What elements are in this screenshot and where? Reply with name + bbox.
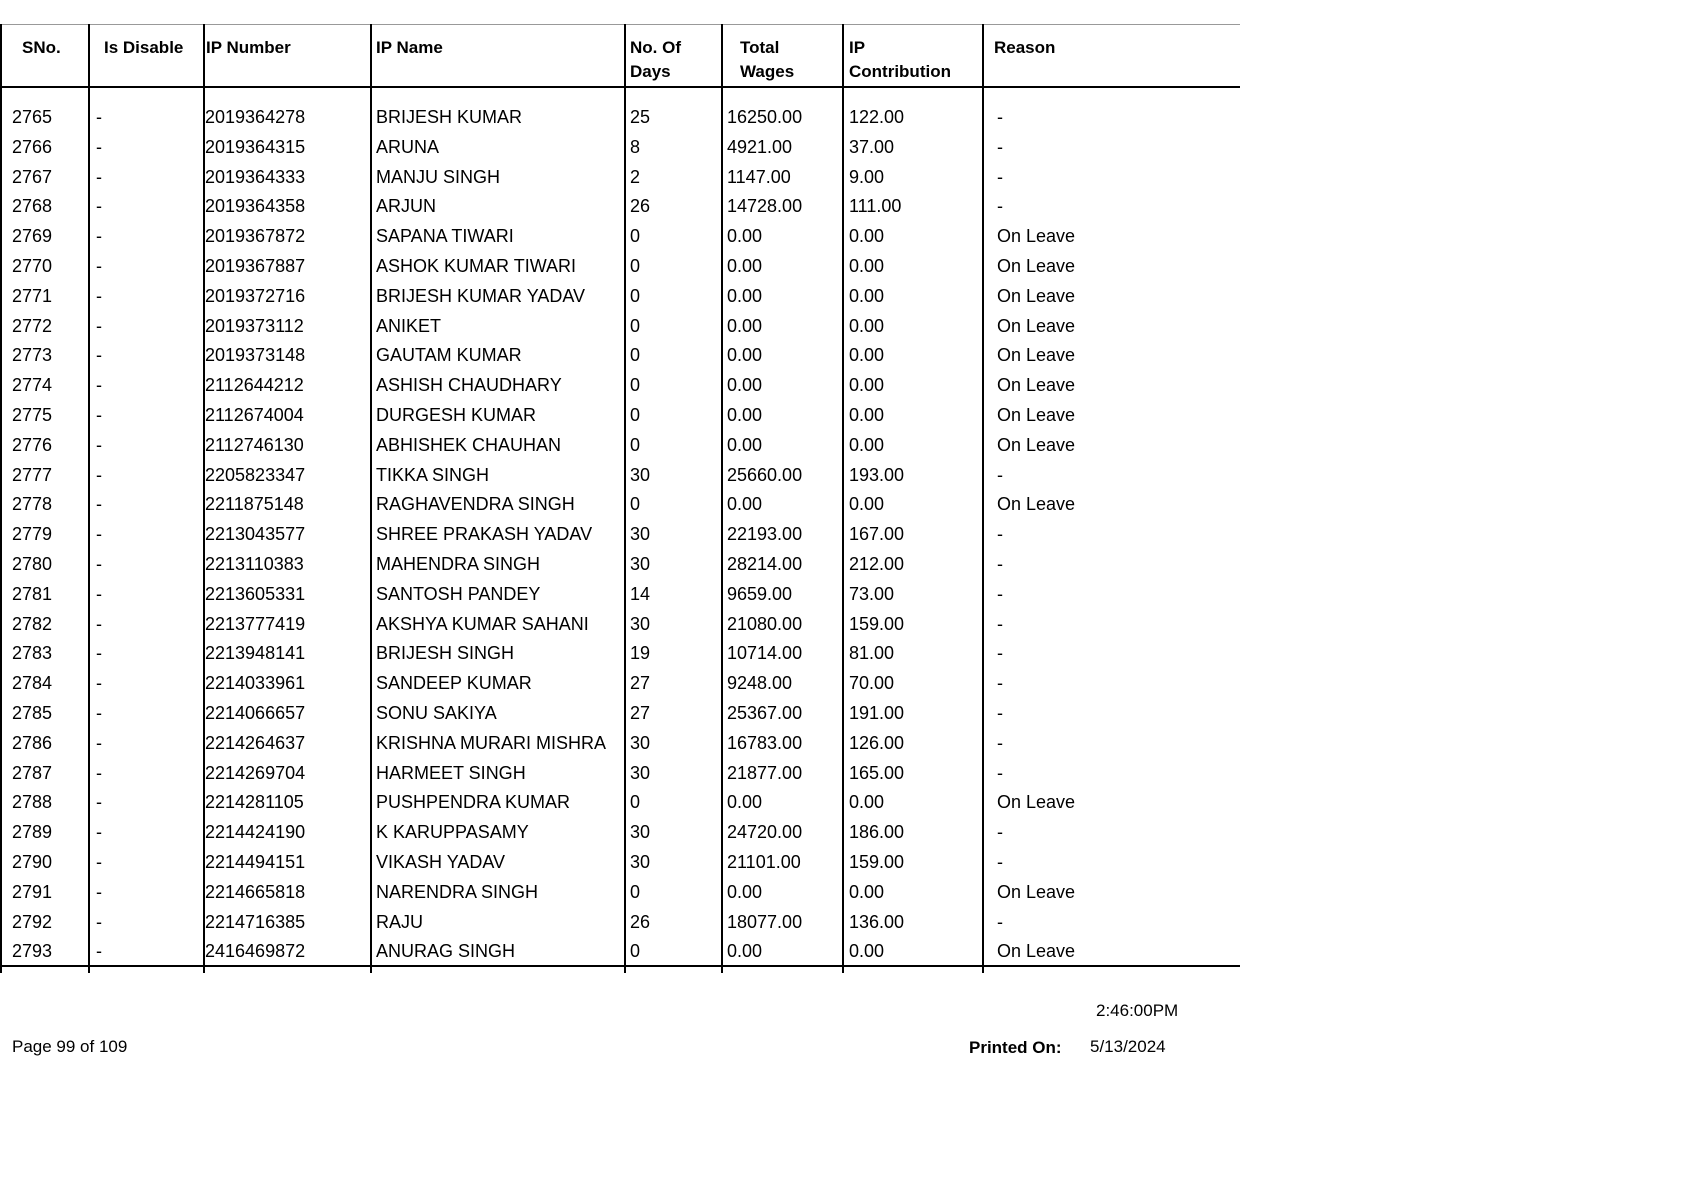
cell-ip-number: 2019373148 (205, 345, 306, 366)
cell-contribution: 111.00 (849, 196, 902, 217)
column-divider (624, 24, 626, 973)
cell-ip-number: 2213948141 (205, 643, 306, 664)
cell-is-disable: - (96, 166, 102, 187)
cell-sno: 2788 (12, 792, 53, 813)
cell-ip-name: RAGHAVENDRA SINGH (376, 494, 575, 515)
cell-sno: 2789 (12, 822, 53, 843)
cell-sno: 2768 (12, 196, 53, 217)
cell-wages: 0.00 (727, 405, 763, 425)
cell-contribution: 0.00 (849, 792, 885, 813)
column-header-reason: Reason (994, 38, 1056, 57)
cell-contribution: 212.00 (849, 554, 905, 574)
cell-reason: On Leave (997, 285, 1076, 306)
cell-wages: 0.00 (727, 434, 763, 455)
cell-ip-name: TIKKA SINGH (376, 464, 490, 485)
cell-ip-name: K KARUPPASAMY (376, 822, 529, 843)
cell-ip-number: 2213043577 (205, 524, 306, 545)
cell-ip-name: SANDEEP KUMAR (376, 673, 532, 694)
cell-ip-number: 2214264637 (205, 732, 306, 753)
cell-ip-number: 2211875148 (205, 494, 304, 515)
printed-on-label: Printed On: (969, 1038, 1062, 1057)
column-divider (0, 24, 2, 973)
page-number: Page 99 of 109 (12, 1037, 128, 1056)
cell-is-disable: - (96, 583, 102, 604)
cell-sno: 2780 (12, 554, 53, 574)
cell-reason: On Leave (997, 792, 1076, 813)
cell-wages: 0.00 (727, 345, 763, 366)
cell-wages: 4921.00 (727, 136, 793, 157)
cell-reason: On Leave (997, 345, 1076, 366)
cell-sno: 2792 (12, 911, 53, 932)
cell-sno: 2774 (12, 375, 53, 396)
cell-sno: 2790 (12, 852, 53, 872)
cell-is-disable: - (96, 554, 102, 574)
cell-wages: 21101.00 (727, 852, 801, 872)
cell-reason: On Leave (997, 315, 1076, 336)
cell-ip-number: 2019367887 (205, 256, 306, 276)
cell-days: 30 (630, 762, 651, 783)
cell-is-disable: - (96, 703, 102, 723)
cell-ip-name: SONU SAKIYA (376, 703, 497, 723)
cell-wages: 25367.00 (727, 703, 803, 723)
cell-contribution: 159.00 (849, 852, 905, 872)
cell-wages: 9659.00 (727, 583, 793, 604)
cell-contribution: 73.00 (849, 583, 895, 604)
cell-days: 26 (630, 196, 651, 217)
cell-ip-name: SANTOSH PANDEY (376, 583, 541, 604)
column-divider (203, 24, 205, 973)
cell-wages: 0.00 (727, 494, 763, 515)
cell-is-disable: - (96, 405, 102, 425)
cell-ip-number: 2019373112 (205, 315, 304, 336)
cell-ip-name: DURGESH KUMAR (376, 405, 537, 425)
cell-sno: 2785 (12, 703, 53, 723)
cell-wages: 10714.00 (727, 643, 803, 664)
cell-days: 14 (630, 583, 651, 604)
cell-wages: 0.00 (727, 375, 763, 396)
cell-ip-name: VIKASH YADAV (376, 852, 506, 872)
cell-wages: 1147.00 (727, 166, 791, 187)
cell-ip-name: NARENDRA SINGH (376, 881, 539, 902)
cell-ip-name: RAJU (376, 911, 424, 932)
cell-ip-name: BRIJESH KUMAR YADAV (376, 285, 586, 306)
cell-days: 0 (630, 345, 641, 366)
cell-contribution: 0.00 (849, 226, 885, 247)
cell-days: 26 (630, 911, 651, 932)
cell-days: 0 (630, 315, 641, 336)
cell-sno: 2776 (12, 434, 53, 455)
cell-reason: On Leave (997, 434, 1076, 455)
cell-days: 2 (630, 166, 641, 187)
cell-ip-name: KRISHNA MURARI MISHRA (376, 732, 607, 753)
cell-sno: 2777 (12, 464, 53, 485)
cell-ip-number: 2214281105 (205, 792, 304, 813)
cell-is-disable: - (96, 136, 102, 157)
column-divider (370, 24, 372, 973)
cell-contribution: 70.00 (849, 673, 895, 694)
cell-contribution: 193.00 (849, 464, 905, 485)
cell-wages: 0.00 (727, 285, 763, 306)
cell-ip-name: SAPANA TIWARI (376, 226, 514, 247)
cell-is-disable: - (96, 434, 102, 455)
cell-contribution: 0.00 (849, 494, 885, 515)
cell-contribution: 0.00 (849, 405, 885, 425)
cell-wages: 21080.00 (727, 613, 803, 634)
cell-days: 30 (630, 822, 651, 843)
cell-is-disable: - (96, 881, 102, 902)
cell-contribution: 9.00 (849, 166, 885, 187)
cell-is-disable: - (96, 226, 102, 247)
cell-wages: 18077.00 (727, 911, 803, 932)
cell-days: 0 (630, 494, 641, 515)
cell-days: 0 (630, 405, 641, 425)
cell-is-disable: - (96, 345, 102, 366)
cell-ip-name: SHREE PRAKASH YADAV (376, 524, 593, 545)
cell-reason: - (997, 911, 1003, 932)
column-header-ip-number: IP Number (206, 38, 291, 57)
cell-reason: On Leave (997, 256, 1076, 276)
cell-reason: - (997, 583, 1003, 604)
cell-days: 8 (630, 136, 641, 157)
cell-ip-number: 2019367872 (205, 226, 306, 247)
cell-reason: - (997, 136, 1003, 157)
cell-is-disable: - (96, 911, 102, 932)
cell-days: 0 (630, 434, 641, 455)
cell-contribution: 136.00 (849, 911, 905, 932)
cell-contribution: 0.00 (849, 941, 885, 962)
cell-contribution: 0.00 (849, 285, 885, 306)
cell-ip-number: 2214269704 (205, 762, 306, 783)
cell-days: 0 (630, 941, 641, 962)
cell-sno: 2779 (12, 524, 53, 545)
cell-reason: On Leave (997, 405, 1076, 425)
column-header-ip-name: IP Name (376, 38, 443, 57)
cell-is-disable: - (96, 643, 102, 664)
cell-wages: 25660.00 (727, 464, 803, 485)
cell-ip-number: 2214665818 (205, 881, 306, 902)
cell-is-disable: - (96, 315, 102, 336)
cell-reason: - (997, 166, 1003, 187)
cell-is-disable: - (96, 494, 102, 515)
cell-contribution: 37.00 (849, 136, 895, 157)
cell-ip-number: 2019372716 (205, 285, 306, 306)
cell-ip-name: MAHENDRA SINGH (376, 554, 541, 574)
table-bottom-border (0, 965, 1240, 967)
cell-reason: - (997, 554, 1003, 574)
cell-sno: 2775 (12, 405, 53, 425)
cell-wages: 0.00 (727, 315, 763, 336)
cell-ip-number: 2112644212 (205, 375, 304, 396)
cell-days: 30 (630, 524, 651, 545)
cell-ip-number: 2213777419 (205, 613, 306, 634)
cell-ip-name: GAUTAM KUMAR (376, 345, 522, 366)
cell-wages: 0.00 (727, 226, 763, 247)
cell-contribution: 165.00 (849, 762, 905, 783)
cell-ip-number: 2112674004 (205, 405, 304, 425)
cell-ip-number: 2019364358 (205, 196, 306, 217)
cell-ip-number: 2214033961 (205, 673, 306, 694)
cell-ip-number: 2019364278 (205, 107, 306, 127)
cell-ip-number: 2213605331 (205, 583, 306, 604)
cell-reason: On Leave (997, 941, 1076, 962)
cell-contribution: 186.00 (849, 822, 905, 843)
cell-contribution: 81.00 (849, 643, 895, 664)
table-top-border (0, 24, 1240, 25)
cell-reason: - (997, 762, 1003, 783)
cell-ip-number: 2416469872 (205, 941, 306, 962)
cell-sno: 2772 (12, 315, 53, 336)
cell-reason: - (997, 852, 1003, 872)
cell-days: 30 (630, 554, 651, 574)
cell-sno: 2781 (12, 583, 53, 604)
column-header-days: No. Of Days (630, 38, 681, 81)
cell-is-disable: - (96, 852, 102, 872)
cell-ip-name: AKSHYA KUMAR SAHANI (376, 613, 589, 634)
cell-days: 0 (630, 256, 641, 276)
cell-wages: 0.00 (727, 941, 763, 962)
cell-days: 19 (630, 643, 651, 664)
cell-contribution: 159.00 (849, 613, 905, 634)
column-divider (842, 24, 844, 973)
cell-sno: 2793 (12, 941, 53, 962)
cell-ip-name: ANIKET (376, 315, 442, 336)
cell-ip-number: 2112746130 (205, 434, 304, 455)
cell-reason: - (997, 464, 1003, 485)
cell-contribution: 0.00 (849, 434, 885, 455)
cell-is-disable: - (96, 256, 102, 276)
cell-sno: 2771 (12, 285, 53, 306)
cell-contribution: 122.00 (849, 107, 905, 127)
cell-contribution: 0.00 (849, 256, 885, 276)
cell-is-disable: - (96, 464, 102, 485)
header-underline (0, 86, 1240, 88)
cell-is-disable: - (96, 375, 102, 396)
cell-contribution: 0.00 (849, 881, 885, 902)
cell-ip-name: ASHOK KUMAR TIWARI (376, 256, 577, 276)
cell-reason: On Leave (997, 881, 1076, 902)
cell-ip-name: BRIJESH KUMAR (376, 107, 523, 127)
cell-days: 0 (630, 375, 641, 396)
cell-ip-name: ARUNA (376, 136, 440, 157)
cell-wages: 21877.00 (727, 762, 803, 783)
cell-sno: 2773 (12, 345, 53, 366)
cell-is-disable: - (96, 941, 102, 962)
cell-sno: 2765 (12, 107, 53, 127)
cell-days: 0 (630, 881, 641, 902)
cell-wages: 28214.00 (727, 554, 803, 574)
cell-sno: 2778 (12, 494, 53, 515)
cell-ip-number: 2019364315 (205, 136, 306, 157)
cell-is-disable: - (96, 613, 102, 634)
cell-contribution: 167.00 (849, 524, 905, 545)
cell-ip-name: BRIJESH SINGH (376, 643, 515, 664)
column-divider (88, 24, 90, 973)
cell-days: 27 (630, 673, 651, 694)
cell-reason: On Leave (997, 494, 1076, 515)
column-header-wages: Total Wages (740, 38, 795, 81)
cell-days: 25 (630, 107, 651, 127)
cell-contribution: 191.00 (849, 703, 905, 723)
cell-sno: 2791 (12, 881, 53, 902)
cell-days: 0 (630, 226, 641, 247)
cell-days: 30 (630, 613, 651, 634)
cell-wages: 16783.00 (727, 732, 803, 753)
cell-ip-number: 2205823347 (205, 464, 306, 485)
cell-reason: - (997, 107, 1003, 127)
cell-wages: 0.00 (727, 881, 763, 902)
column-header-is-disable: Is Disable (104, 38, 184, 57)
printed-on-date: 5/13/2024 (1090, 1037, 1166, 1056)
cell-wages: 14728.00 (727, 196, 803, 217)
column-divider (721, 24, 723, 973)
cell-contribution: 126.00 (849, 732, 905, 753)
cell-reason: - (997, 822, 1003, 843)
cell-days: 30 (630, 732, 651, 753)
cell-sno: 2784 (12, 673, 53, 694)
cell-ip-name: PUSHPENDRA KUMAR (376, 792, 571, 813)
cell-ip-number: 2214716385 (205, 911, 306, 932)
cell-sno: 2786 (12, 732, 53, 753)
cell-reason: On Leave (997, 226, 1076, 247)
cell-is-disable: - (96, 524, 102, 545)
cell-contribution: 0.00 (849, 315, 885, 336)
cell-reason: - (997, 613, 1003, 634)
cell-wages: 22193.00 (727, 524, 803, 545)
column-header-sno: SNo. (22, 38, 61, 57)
cell-ip-number: 2213110383 (205, 554, 304, 574)
cell-days: 0 (630, 792, 641, 813)
cell-ip-name: ABHISHEK CHAUHAN (376, 434, 562, 455)
cell-reason: - (997, 732, 1003, 753)
cell-days: 30 (630, 852, 651, 872)
cell-is-disable: - (96, 196, 102, 217)
cell-reason: - (997, 703, 1003, 723)
cell-sno: 2770 (12, 256, 53, 276)
cell-sno: 2787 (12, 762, 53, 783)
cell-ip-number: 2214424190 (205, 822, 306, 843)
cell-reason: - (997, 643, 1003, 664)
column-header-contribution: IP Contribution (849, 38, 951, 81)
cell-ip-number: 2214494151 (205, 852, 306, 872)
cell-reason: - (997, 196, 1003, 217)
cell-sno: 2766 (12, 136, 53, 157)
cell-is-disable: - (96, 762, 102, 783)
cell-days: 0 (630, 285, 641, 306)
cell-contribution: 0.00 (849, 345, 885, 366)
cell-is-disable: - (96, 285, 102, 306)
cell-ip-number: 2019364333 (205, 166, 306, 187)
column-divider (982, 24, 984, 973)
cell-sno: 2767 (12, 166, 53, 187)
cell-sno: 2782 (12, 613, 53, 634)
cell-ip-name: ARJUN (376, 196, 437, 217)
cell-wages: 0.00 (727, 256, 763, 276)
cell-ip-number: 2214066657 (205, 703, 306, 723)
cell-is-disable: - (96, 107, 102, 127)
cell-sno: 2783 (12, 643, 53, 664)
cell-reason: On Leave (997, 375, 1076, 396)
cell-ip-name: MANJU SINGH (376, 166, 501, 187)
cell-is-disable: - (96, 822, 102, 843)
cell-ip-name: ANURAG SINGH (376, 941, 516, 962)
cell-wages: 9248.00 (727, 673, 793, 694)
cell-is-disable: - (96, 732, 102, 753)
cell-reason: - (997, 524, 1003, 545)
cell-days: 30 (630, 464, 651, 485)
cell-wages: 0.00 (727, 792, 763, 813)
cell-ip-name: ASHISH CHAUDHARY (376, 375, 562, 396)
cell-contribution: 0.00 (849, 375, 885, 396)
cell-wages: 24720.00 (727, 822, 803, 843)
cell-sno: 2769 (12, 226, 53, 247)
cell-days: 27 (630, 703, 651, 723)
cell-reason: - (997, 673, 1003, 694)
cell-is-disable: - (96, 673, 102, 694)
cell-wages: 16250.00 (727, 107, 803, 127)
cell-ip-name: HARMEET SINGH (376, 762, 526, 783)
cell-is-disable: - (96, 792, 102, 813)
print-time: 2:46:00PM (1096, 1001, 1179, 1020)
